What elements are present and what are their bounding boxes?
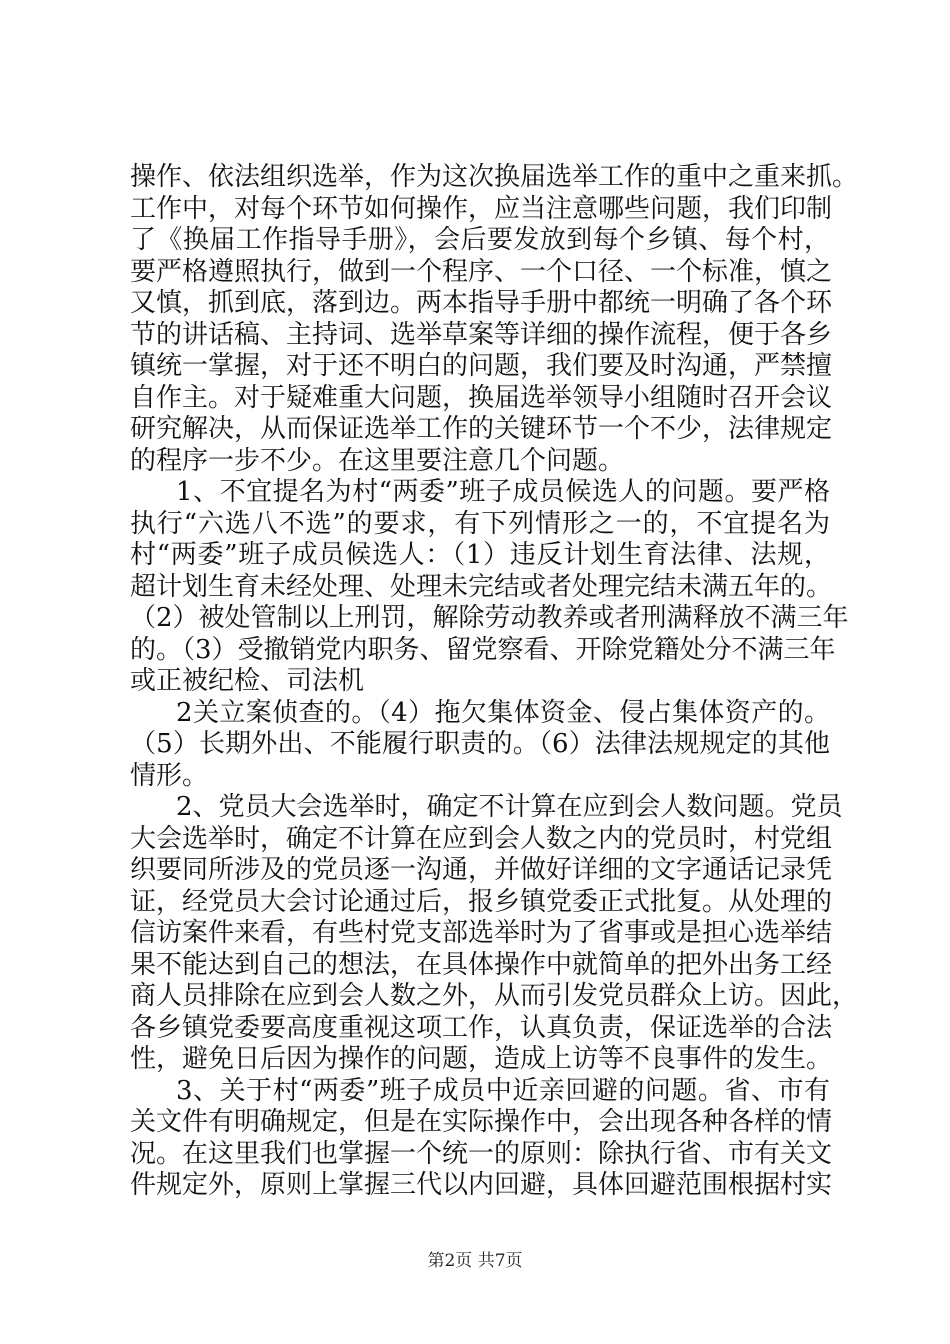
text-line: 的。（3）受撤销党内职务、留党察看、开除党籍处分不满三年 bbox=[130, 634, 836, 665]
text-line: 各乡镇党委要高度重视这项工作，认真负责，保证选举的合法 bbox=[130, 1012, 833, 1043]
text-line: 关文件有明确规定，但是在实际操作中，会出现各种各样的情 bbox=[130, 1107, 833, 1137]
text-line: 操作、依法组织选举，作为这次换届选举工作的重中之重来抓。 bbox=[130, 162, 859, 192]
text-line: 或正被纪检、司法机 bbox=[130, 666, 365, 696]
text-line: （2）被处管制以上刑罚，解除劳动教养或者刑满释放不满三年 bbox=[130, 603, 849, 633]
page-number-footer: 第2页 共7页 bbox=[427, 1251, 523, 1271]
text-line: 证，经党员大会讨论通过后，报乡镇党委正式批复。从处理的 bbox=[130, 886, 833, 917]
text-line: 1、不宜提名为村“两委”班子成员候选人的问题。要严格 bbox=[176, 477, 830, 507]
document-body bbox=[130, 162, 859, 1202]
text-line: 节的讲话稿、主持词、选举草案等详细的操作流程，便于各乡 bbox=[130, 319, 833, 350]
text-line: 镇统一掌握，对于还不明白的问题，我们要及时沟通，严禁擅 bbox=[130, 351, 833, 381]
text-line: 情形。 bbox=[130, 760, 209, 791]
text-line: 超计划生育未经处理、处理未完结或者处理完结未满五年的。 bbox=[130, 571, 833, 602]
text-line: 要严格遵照执行，做到一个程序、一个口径、一个标准，慎之 bbox=[130, 256, 833, 287]
text-line: 性，避免日后因为操作的问题，造成上访等不良事件的发生。 bbox=[130, 1044, 833, 1074]
text-line: 研究解决，从而保证选举工作的关键环节一个不少，法律规定 bbox=[130, 414, 833, 444]
text-line: 工作中，对每个环节如何操作，应当注意哪些问题，我们印制 bbox=[130, 193, 833, 224]
text-line: 执行“六选八不选”的要求，有下列情形之一的，不宜提名为 bbox=[130, 508, 830, 539]
text-line: 自作主。对于疑难重大问题，换届选举领导小组随时召开会议 bbox=[130, 382, 833, 413]
text-line: 信访案件来看，有些村党支部选举时为了省事或是担心选举结 bbox=[130, 918, 833, 948]
text-line: 大会选举时，确定不计算在应到会人数之内的党员时，村党组 bbox=[130, 823, 833, 854]
text-line: 又慎，抓到底，落到边。两本指导手册中都统一明确了各个环 bbox=[130, 288, 833, 318]
text-line: 的程序一步不少。在这里要注意几个问题。 bbox=[130, 445, 625, 476]
text-line: 了《换届工作指导手册》，会后要发放到每个乡镇、每个村， bbox=[130, 225, 830, 255]
text-line: 商人员排除在应到会人数之外，从而引发党员群众上访。因此， bbox=[130, 981, 859, 1011]
text-line: （5）长期外出、不能履行职责的。（6）法律法规规定的其他 bbox=[130, 729, 830, 759]
text-line: 况。在这里我们也掌握一个统一的原则：除执行省、市有关文 bbox=[130, 1138, 833, 1169]
text-line: 2关立案侦查的。（4）拖欠集体资金、侵占集体资产的。 bbox=[176, 697, 830, 728]
text-line: 3、关于村“两委”班子成员中近亲回避的问题。省、市有 bbox=[176, 1075, 830, 1106]
text-line: 件规定外，原则上掌握三代以内回避，具体回避范围根据村实 bbox=[130, 1170, 833, 1200]
text-line: 果不能达到自己的想法，在具体操作中就简单的把外出务工经 bbox=[130, 949, 833, 980]
text-line: 织要同所涉及的党员逐一沟通，并做好详细的文字通话记录凭 bbox=[130, 855, 833, 885]
text-line: 村“两委”班子成员候选人：（1）违反计划生育法律、法规， bbox=[130, 540, 830, 570]
text-line: 2、党员大会选举时，确定不计算在应到会人数问题。党员 bbox=[176, 792, 843, 822]
